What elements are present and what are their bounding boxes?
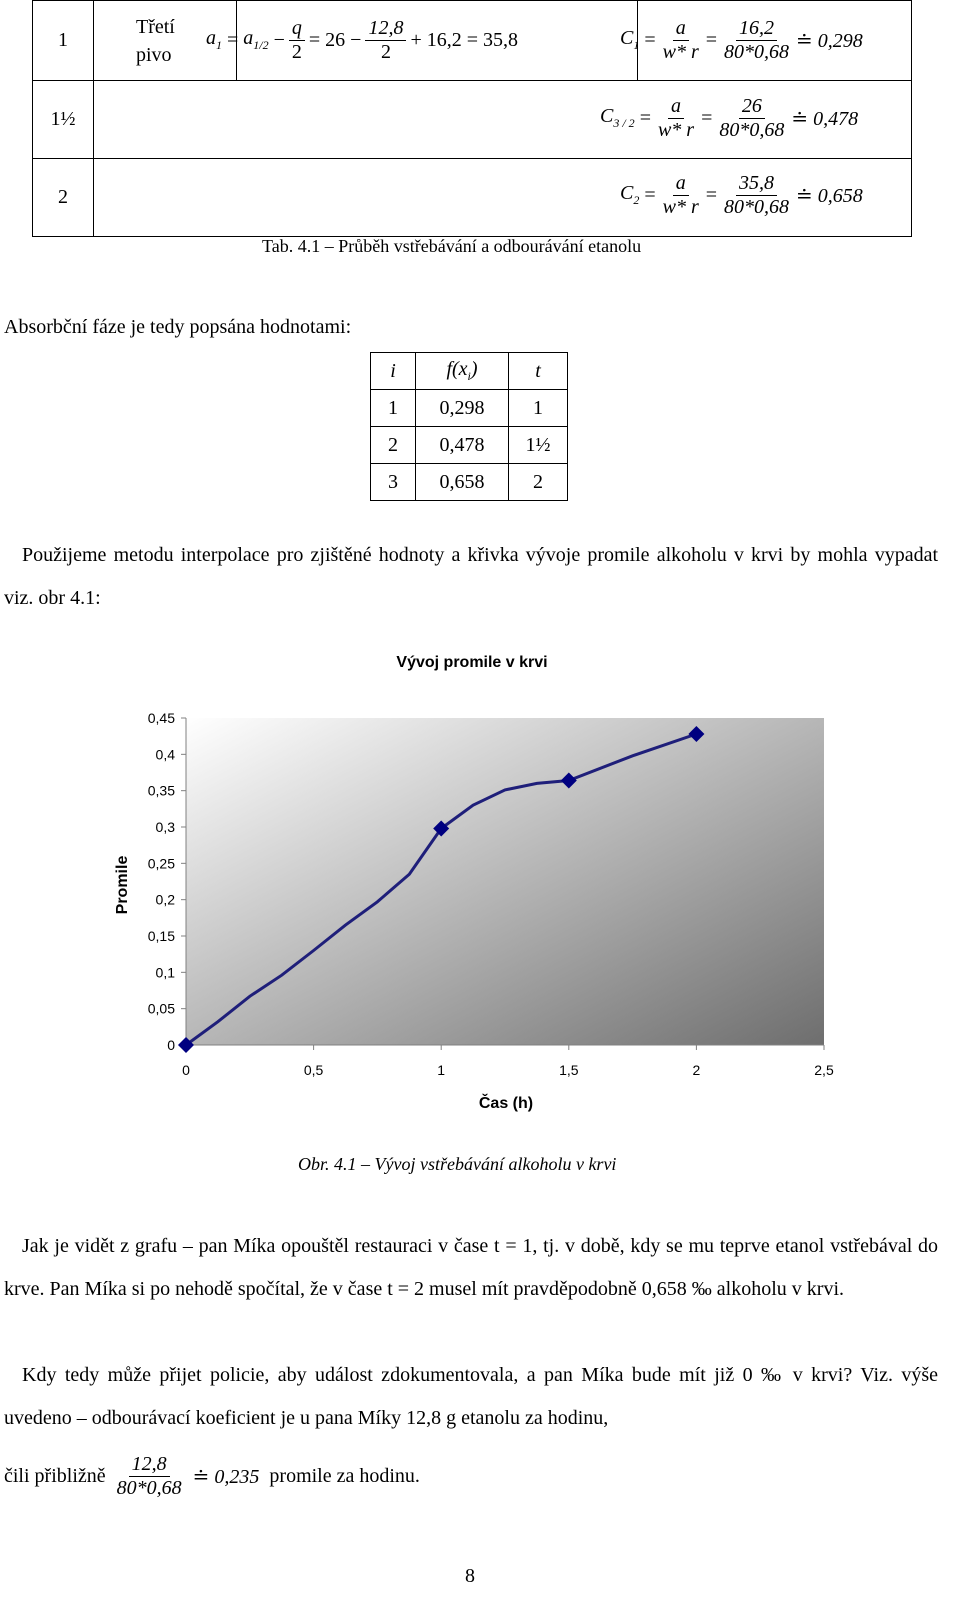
cell-r2-f: 0,478: [416, 427, 509, 464]
cell-r3-t: 2: [509, 464, 568, 501]
last-line: [4, 1446, 420, 1506]
y-tick-label: 0,2: [155, 891, 175, 908]
row2-formula-c32: $C_{3 / 2}$ = $\frac{a}{w* r}$ = $\frac{26}{80*0,68}$ ≐ 0,478: [600, 94, 859, 141]
values-table: [370, 352, 568, 501]
y-tick-label: 0: [167, 1037, 175, 1053]
row1-formula-c1: $C_1$ = $\frac{a}{w* r}$ = $\frac{16,2}{80*0,68}$ ≐ 0,298: [620, 16, 863, 63]
x-tick-label: 0,5: [303, 1062, 324, 1078]
x-axis-label: Čas (h): [478, 1095, 534, 1112]
x-tick-label: 2: [692, 1062, 701, 1078]
chart-title: Vývoj promile v krvi: [396, 654, 548, 671]
cell-r2-i: 2: [371, 427, 416, 464]
x-tick-label: 1,5: [559, 1062, 579, 1078]
cell-r1-i: 1: [371, 390, 416, 427]
y-tick-label: 0,4: [155, 746, 175, 763]
header-i: i: [371, 353, 416, 390]
row1-col1: 1: [33, 1, 94, 81]
last-line-prefix: čili přibližně: [4, 1464, 106, 1487]
promile-chart: [0, 640, 960, 1120]
y-tick-label: 0,1: [155, 964, 175, 981]
table-caption: Tab. 4.1 – Průběh vstřebávání a odbourávání etanolu: [262, 236, 642, 256]
x-ticks: [182, 1045, 834, 1078]
paragraph-2: Kdy tedy může přijet policie, aby událost zdokumentovala, a pan Míka bude mít již 0 ‰ v krvi? Viz. výše uvedeno – odbourávací koeficient je u pana Míky 12,8 g etanolu za hodinu,: [4, 1364, 938, 1429]
page-number: 8: [465, 1565, 475, 1587]
last-line-suffix: promile za hodinu.: [269, 1464, 420, 1487]
interp-paragraph: Použijeme metodu interpolace pro zjištěné hodnoty a křivka vývoje promile alkoholu v krvi by mohla vypadat viz. obr 4.1:: [4, 544, 938, 609]
y-tick-label: 0,25: [147, 855, 175, 872]
cell-r1-t: 1: [509, 390, 568, 427]
y-tick-label: 0,35: [147, 782, 175, 799]
cell-r1-f: 0,298: [416, 390, 509, 427]
last-line-fraction: $\frac{12,8}{80*0,68}$: [116, 1452, 182, 1499]
x-tick-label: 0: [182, 1062, 190, 1078]
row2-col1: 1½: [33, 81, 94, 159]
y-axis-label: Promile: [114, 855, 131, 915]
cell-r2-t: 1½: [509, 427, 568, 464]
last-line-result: ≐ 0,235: [192, 1465, 260, 1488]
y-tick-label: 0,45: [147, 710, 175, 726]
absorb-intro: Absorbční fáze je tedy popsána hodnotami:: [4, 316, 352, 338]
x-tick-label: 2,5: [814, 1062, 834, 1078]
header-t: t: [509, 353, 568, 390]
header-fxi: $f(x_i)$: [416, 353, 509, 390]
figure-caption: Obr. 4.1 – Vývoj vstřebávání alkoholu v krvi: [298, 1154, 617, 1174]
row1-col2-line2: pivo: [136, 43, 172, 66]
y-tick-label: 0,05: [147, 1000, 175, 1017]
row3-formula-c2: $C_2$ = $\frac{a}{w* r}$ = $\frac{35,8}{80*0,68}$ ≐ 0,658: [620, 171, 863, 218]
y-tick-label: 0,3: [155, 819, 175, 835]
plot-area: [186, 718, 824, 1045]
paragraph-1: Jak je vidět z grafu – pan Míka opouštěl restauraci v čase t = 1, tj. v době, kdy se mu teprve etanol vstřebával do krve. Pan Míka si po nehodě spočítal, že v čase t = 2 musel mít pravděpodobně 0,658 ‰ alkoholu v krvi.: [4, 1235, 938, 1300]
cell-r3-i: 3: [371, 464, 416, 501]
y-tick-label: 0,15: [147, 928, 175, 944]
row1-col2-line1: Třetí: [136, 15, 175, 38]
cell-r3-f: 0,658: [416, 464, 509, 501]
y-ticks: [148, 710, 186, 1053]
row1-formula-a1: $a_1$ = $a_{1/2}$ − $\frac{q}{2}$ = 26 − $\frac{12,8}{2}$ + 16,2 = 35,8: [206, 16, 519, 63]
row3-col1: 2: [33, 159, 94, 237]
x-tick-label: 1: [437, 1062, 446, 1078]
